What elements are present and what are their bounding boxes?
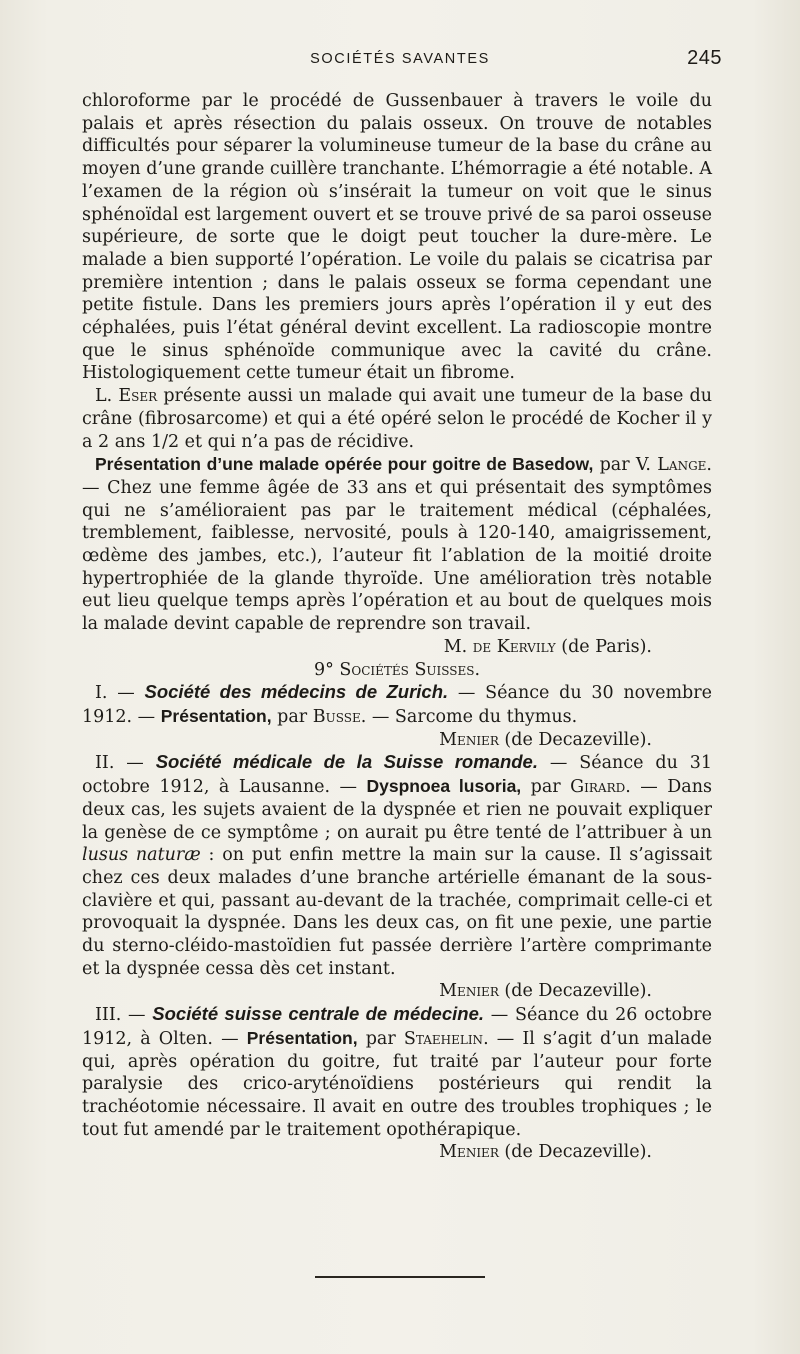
article-body xyxy=(82,90,712,1164)
author-name: Lange xyxy=(657,455,707,476)
society-name: Société médicale de la Suisse romande. xyxy=(155,751,538,773)
page-header xyxy=(0,49,800,73)
paragraph-centrale: III. — Société suisse centrale de médecine. — Séance du 26 octobre 1912, à Olten. — Présentation, par Staehelin. — Il s’agit d’un malade qui, après opération du goitre, fut traité par l’auteur pour forte paralysie des crico-aryténoïdiens postérieurs qui rendit la trachéotomie nécessaire. Il avait en outre des troubles trophiques ; le tout fut amendé par le traitement opothérapique. xyxy=(82,1003,713,1140)
society-name: Société suisse centrale de médecine. xyxy=(152,1003,485,1025)
signature: M. de Kervily (de Paris). xyxy=(443,636,652,657)
topic-heading: Dyspnoea lusoria, xyxy=(366,776,522,797)
end-rule xyxy=(315,1276,485,1278)
topic-heading: Présentation, xyxy=(246,1027,358,1048)
author-name: Busse xyxy=(312,706,361,727)
signature: Menier (de Decazeville). xyxy=(439,1142,652,1163)
author-name: Girard xyxy=(570,777,626,798)
signature: Menier (de Decazeville). xyxy=(439,981,652,1002)
topic-heading: Présentation, xyxy=(160,705,272,726)
signature: Menier (de Decazeville). xyxy=(439,729,652,750)
paragraph-zurich: I. — Société des médecins de Zurich. — Séance du 30 novembre 1912. — Présentation, par Busse. — Sarcome du thymus. xyxy=(82,681,712,727)
paragraph-gussenbauer: chloroforme par le procédé de Gussenbauer à travers le voile du palais et après résection du palais osseux. On trouve de notables difficultés pour séparer la volumineuse tumeur de la base du crâne au moyen d’une grande cuillère tranchante. L’hémorragie a été notable. A l’examen de la région où s’insérait la tumeur on voit que le sinus sphénoïdal est largement ouvert et se trouve privé de sa paroi osseuse supérieure, de sorte que le doigt peut toucher la dure-mère. Le malade a bien supporté l’opération. Le voile du palais se cicatrisa par première intention ; dans le palais osseux se forma cependant une petite fistule. Dans les premiers jours après l’opération il y eut des céphalées, puis l’état général devint excellent. La radioscopie montre que le sinus sphénoïde communique avec la cavité du crâne. Histologiquement cette tumeur était un fibrome. xyxy=(82,91,712,384)
paragraph-basedow: Présentation d’une malade opérée pour goitre de Basedow, par V. Lange. — Chez une femme âgée de 33 ans et qui présentait des symptômes qui ne s’amélioraient pas par le traitement médical (céphalées, tremblement, faiblesse, nervosité, pouls à 120-140, amaigrissement, œdème des jambes, etc.), l’auteur fit l’ablation de la moitié droite hypertrophiée de la glande thyroïde. Une amélioration très notable eut lieu quelque temps après l’opération et au bout de quelques mois la malade devint capable de reprendre son travail. M. de Kervily (de Paris). xyxy=(82,454,712,657)
author-name: Staehelin xyxy=(403,1028,484,1049)
author-name: L. Eser xyxy=(95,386,158,407)
section-heading: Présentation d’une malade opérée pour goitre de Basedow, xyxy=(95,454,594,475)
section-heading-swiss: 9° Sociétés Suisses. xyxy=(313,659,481,680)
paragraph-romande: II. — Société médicale de la Suisse romande. — Séance du 31 octobre 1912, à Lausanne. — Dyspnoea lusoria, par Girard. — Dans deux cas, les sujets avaient de la dyspnée et rien ne pouvait expliquer la genèse de ce symptôme ; on aurait pu être tenté de l’attribuer à un lusus naturæ : on put enfin mettre la main sur la cause. Il s’agissait chez ces deux malades d’une branche artérielle émanant de la sous-clavière et qui, passant au-devant de la trachée, comprimait celle-ci et provoquait la dyspnée. Dans les deux cas, on fit une pexie, une partie du sterno-cléido-mastoïdien fut passée derrière l’artère comprimante et la dyspnée cessa dès cet instant. xyxy=(82,751,713,979)
running-title: SOCIÉTÉS SAVANTES xyxy=(310,51,490,67)
page-number: 245 xyxy=(687,47,722,69)
paragraph-eser: L. Eser présente aussi un malade qui avait une tumeur de la base du crâne (fibrosarcome) et qui a été opéré selon le procédé de Kocher il y a 2 ans 1/2 et qui n’a pas de récidive. xyxy=(82,386,712,452)
society-name: Société des médecins de Zurich. xyxy=(144,681,449,703)
latin-term: lusus naturæ xyxy=(82,845,201,866)
